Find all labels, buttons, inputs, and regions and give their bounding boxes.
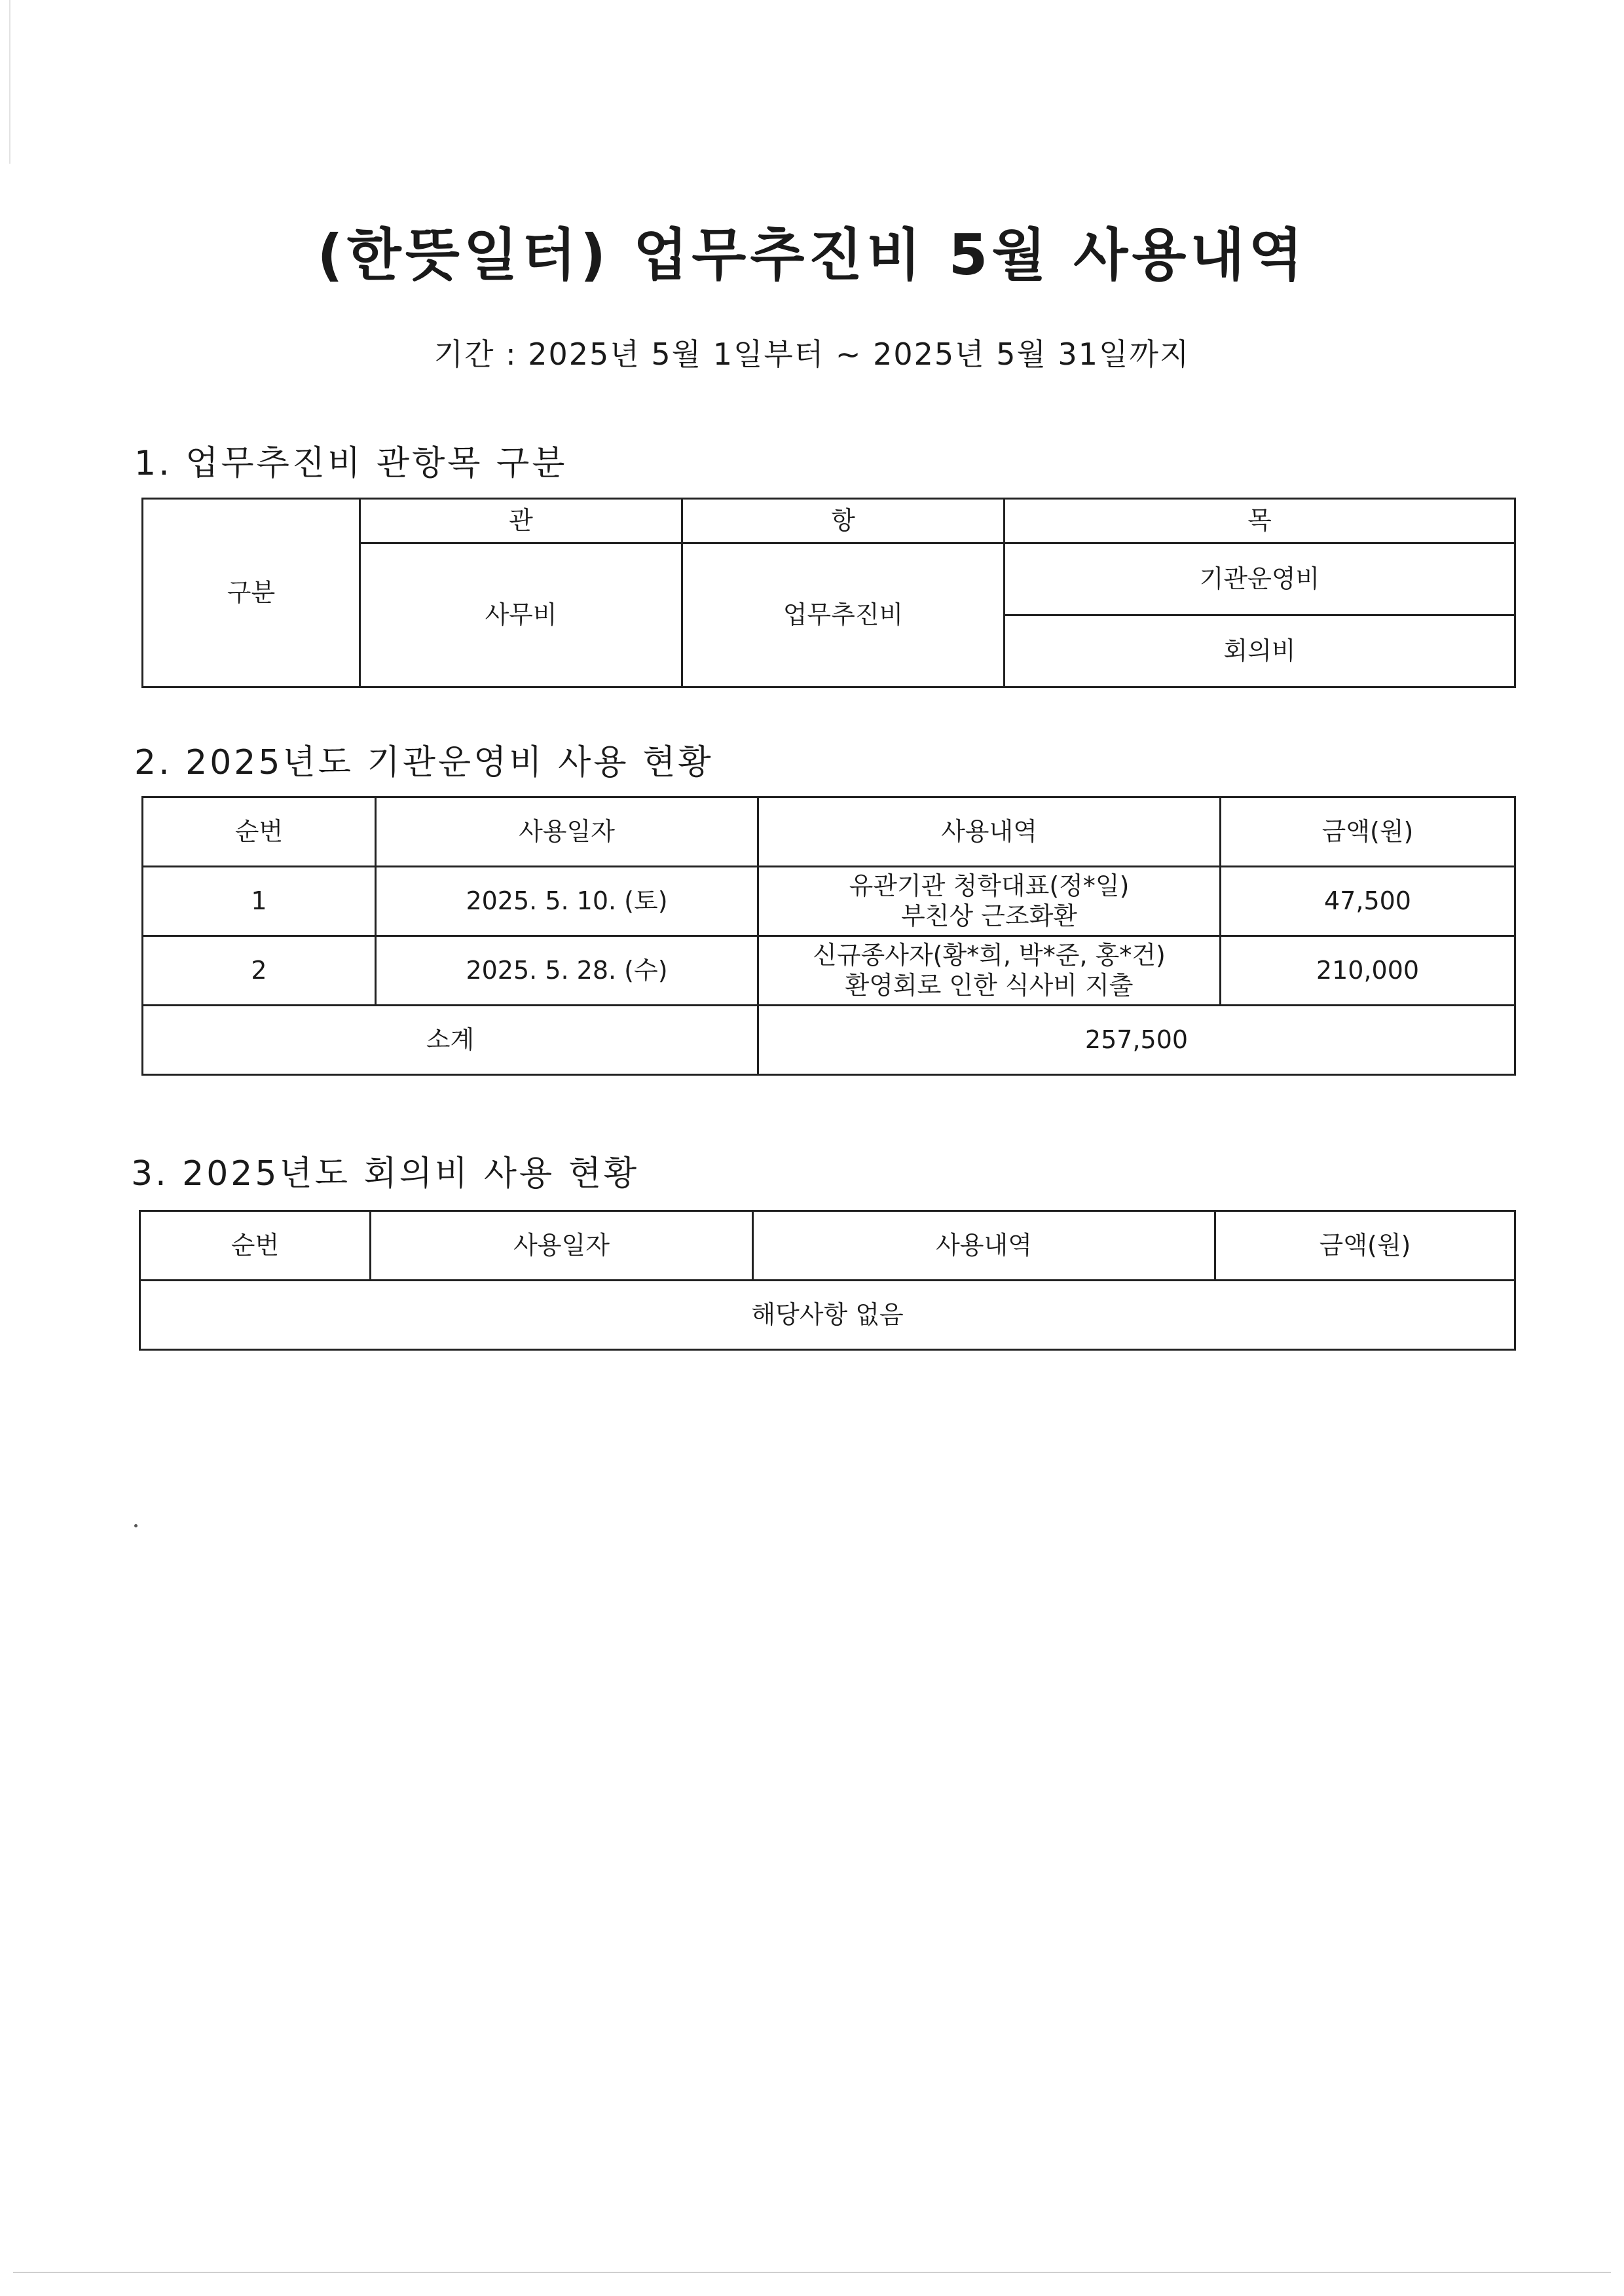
- cell-amount: 47,500: [1221, 867, 1515, 936]
- section1-heading: 1. 업무추진비 관항목 구분: [134, 444, 568, 483]
- hang-value: 업무추진비: [682, 543, 1005, 687]
- desc-line: 환영회로 인한 식사비 지출: [845, 970, 1134, 1000]
- cell-no: 2: [143, 936, 376, 1006]
- subtotal-label: 소계: [143, 1006, 758, 1075]
- header-desc: 사용내역: [753, 1211, 1215, 1281]
- header-no: 순번: [140, 1211, 371, 1281]
- budget-category-table: [141, 498, 1516, 688]
- table-row: [143, 867, 1515, 936]
- section3-heading: 3. 2025년도 회의비 사용 현황: [131, 1154, 640, 1194]
- subtotal-value: 257,500: [758, 1006, 1515, 1075]
- header-no: 순번: [143, 797, 376, 867]
- mok-value: 기관운영비: [1005, 543, 1515, 615]
- gwan-value: 사무비: [360, 543, 682, 687]
- empty-message: 해당사항 없음: [140, 1281, 1515, 1350]
- operating-expense-table: [141, 796, 1516, 1076]
- scan-edge-line: [9, 0, 10, 164]
- header-gwan: 관: [360, 499, 682, 543]
- section2-heading: 2. 2025년도 기관운영비 사용 현황: [134, 743, 714, 782]
- scan-speck: [134, 1524, 138, 1527]
- cell-desc: [758, 867, 1221, 936]
- header-hang: 항: [682, 499, 1005, 543]
- subtotal-row: [143, 1006, 1515, 1075]
- meeting-expense-table: [139, 1210, 1516, 1351]
- header-desc: 사용내역: [758, 797, 1221, 867]
- table-row: [143, 936, 1515, 1006]
- scan-edge-line: [13, 2272, 1611, 2273]
- header-amount: 금액(원): [1221, 797, 1515, 867]
- cell-amount: 210,000: [1221, 936, 1515, 1006]
- header-amount: 금액(원): [1215, 1211, 1515, 1281]
- cell-date: 2025. 5. 28. (수): [376, 936, 758, 1006]
- header-mok: 목: [1005, 499, 1515, 543]
- desc-line: 신규종사자(황*희, 박*준, 홍*건): [813, 940, 1166, 970]
- cell-desc: [758, 936, 1221, 1006]
- mok-value: 회의비: [1005, 615, 1515, 687]
- header-date: 사용일자: [376, 797, 758, 867]
- desc-line: 유관기관 청학대표(정*일): [849, 871, 1130, 900]
- cell-date: 2025. 5. 10. (토): [376, 867, 758, 936]
- period-text: 기간 : 2025년 5월 1일부터 ~ 2025년 5월 31일까지: [434, 337, 1190, 372]
- document-title: (한뜻일터) 업무추진비 5월 사용내역: [317, 223, 1307, 288]
- desc-line: 부친상 근조화환: [900, 901, 1078, 930]
- cell-no: 1: [143, 867, 376, 936]
- header-date: 사용일자: [371, 1211, 753, 1281]
- row-label-gubun: 구분: [143, 499, 360, 687]
